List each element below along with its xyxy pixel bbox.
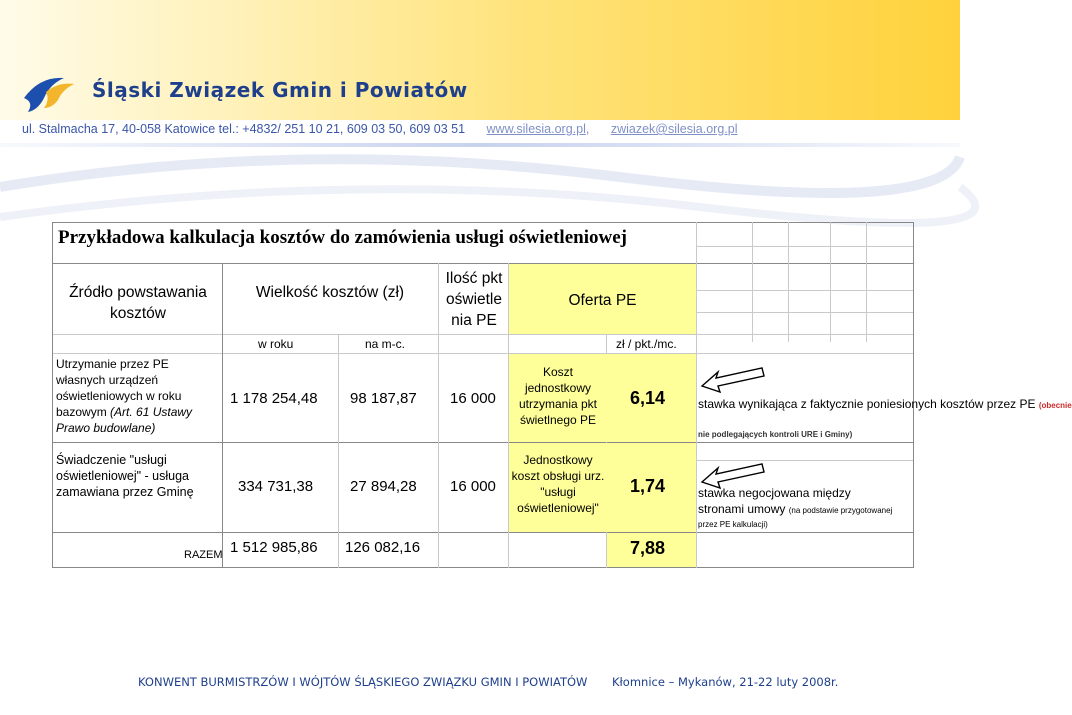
col-header-points: Ilość pkt oświetle nia PE xyxy=(445,270,503,329)
row2-note-line2 xyxy=(698,501,892,519)
footer-left: KONWENT BURMISTRZÓW I WÓJTÓW ŚLĄSKIEGO ZWIĄZKU GMIN I POWIATÓW xyxy=(138,675,588,689)
row1-source-legal: (Art. 61 Ustawy Prawo budowlane) xyxy=(56,405,193,435)
row1-note-main: stawka wynikająca z faktycznie poniesionych kosztów przez PE xyxy=(698,397,1036,411)
grid-line xyxy=(696,312,914,313)
row1-points: 16 000 xyxy=(450,390,496,407)
row1-note-small-red: (obecnie xyxy=(1038,401,1072,410)
row2-per-year: 334 731,38 xyxy=(238,478,314,495)
row1-offer-desc: Koszt jednostkowy utrzymania pkt świetlnego PE xyxy=(518,365,598,427)
row1-source-text: Utrzymanie przez PE własnych urządzeń oświetleniowych w roku bazowym xyxy=(56,357,182,419)
grid-line xyxy=(830,222,831,342)
sub-header-per-year: w roku xyxy=(258,337,294,351)
col-header-cost-size: Wielkość kosztów (zł) xyxy=(255,284,405,301)
row1-per-month: 98 187,87 xyxy=(350,390,417,407)
footer-right: Kłomnice – Mykanów, 21-22 luty 2008r. xyxy=(612,675,839,689)
grid-line xyxy=(52,263,914,264)
email-link[interactable]: zwiazek@silesia.org.pl xyxy=(610,122,738,136)
grid-line xyxy=(696,460,914,461)
website-link[interactable]: www.silesia.org.pl xyxy=(486,122,586,136)
page-title: Przykładowa kalkulacja kosztów do zamówienia usługi oświetleniowej xyxy=(58,227,627,248)
row1-note-line2: nie podlegających kontroli URE i Gminy) xyxy=(698,430,853,439)
row2-note-line3: przez PE kalkulacji) xyxy=(698,520,768,529)
row2-offer-desc: Jednostkowy koszt obsługi urz. "usługi oświetleniowej" xyxy=(511,453,605,515)
grid-line xyxy=(752,222,753,342)
organization-name: Śląski Związek Gmin i Powiatów xyxy=(92,78,468,102)
grid-line xyxy=(438,263,439,568)
row1-per-year: 1 178 254,48 xyxy=(230,390,318,407)
grid-line xyxy=(52,532,914,533)
grid-line xyxy=(52,442,914,443)
row1-note xyxy=(698,396,1072,414)
grid-line xyxy=(52,353,914,354)
grid-line xyxy=(913,222,914,568)
total-per-month: 126 082,16 xyxy=(345,539,421,556)
header-banner xyxy=(0,0,960,120)
row2-points: 16 000 xyxy=(450,478,496,495)
grid-line xyxy=(52,222,914,223)
col-header-source: Źródło powstawania kosztów xyxy=(69,284,207,322)
grid-line xyxy=(222,263,223,568)
row1-source xyxy=(56,356,220,436)
row2-note-main2: stronami umowy xyxy=(698,502,786,516)
row1-unit-value: 6,14 xyxy=(630,388,666,408)
grid-line xyxy=(52,567,914,568)
arrow-left-icon xyxy=(700,366,766,396)
row2-per-month: 27 894,28 xyxy=(350,478,417,495)
grid-line xyxy=(866,222,867,342)
sub-header-per-month: na m-c. xyxy=(365,337,406,351)
total-label: RAZEM xyxy=(184,549,223,561)
grid-line xyxy=(52,334,914,335)
row2-unit-value: 1,74 xyxy=(630,476,666,496)
row2-note-line1: stawka negocjowana między xyxy=(698,486,851,500)
total-unit-value: 7,88 xyxy=(630,538,666,558)
row2-note-small: (na podstawie przygotowanej xyxy=(788,506,893,515)
grid-line xyxy=(52,222,53,568)
row2-source: Świadczenie "usługi oświetleniowej" - usługa zamawiana przez Gminę xyxy=(56,453,194,499)
grid-line xyxy=(696,290,914,291)
total-per-year: 1 512 985,86 xyxy=(230,539,318,556)
grid-line xyxy=(696,222,697,568)
address-text: ul. Stalmacha 17, 40-058 Katowice tel.: +4832/ 251 10 21, 609 03 50, 609 03 51 xyxy=(22,122,466,136)
grid-line xyxy=(338,334,339,568)
contact-line: ul. Stalmacha 17, 40-058 Katowice tel.: +4832/ 251 10 21, 609 03 50, 609 03 51 www.silesia.org.pl, zwiazek@silesia.org.pl xyxy=(22,122,738,136)
col-header-offer: Oferta PE xyxy=(568,292,637,309)
grid-line xyxy=(788,222,789,342)
grid-line xyxy=(696,246,914,247)
sub-header-unit: zł / pkt./mc. xyxy=(616,337,677,351)
organization-logo xyxy=(20,68,78,116)
